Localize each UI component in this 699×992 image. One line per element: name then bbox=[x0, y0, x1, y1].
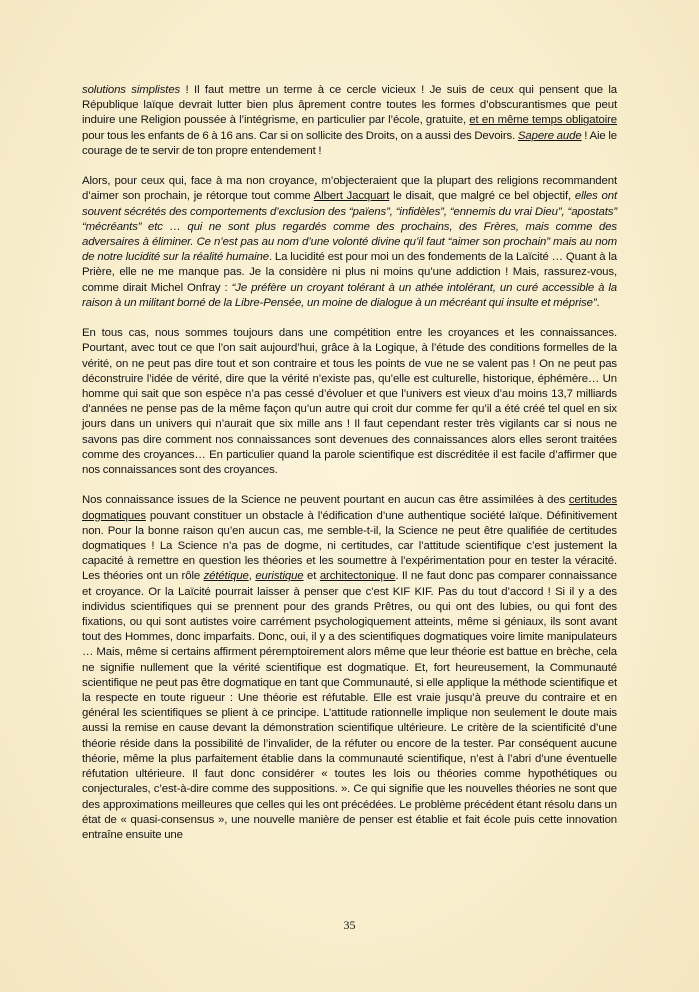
page-number: 35 bbox=[343, 918, 356, 932]
underlined-term: zététique bbox=[203, 570, 249, 583]
paragraph-obscurantism: solutions simplistes ! Il faut mettre un terme à ce cercle vicieux ! Je suis de ceux qui pensent que la République laïque devrait lutter bien plus âprement contre toutes les formes d’obscurantismes que peut induire une Religion poussée à l’intégrisme, en particulier par l’école, gratuite, et en même temps obligatoire pour tous les enfants de 6 à 16 ans. Car si on sollicite des Droits, on a aussi des Devoirs. Sapere aude ! Aie le courage de te servir de ton propre entendement ! bbox=[82, 84, 618, 157]
quoted-passage: elles ont souvent sécrétés des comportements d’exclusion des “païens”, “infidèles”, “ennemis du vrai Dieu”, “apostats” “mécréants” etc … qui ne sont plus regardés comme des prochains, des Frères, mais comme des adversaires à éliminer. Ce n’est pas au nom d’une volonté divine qu’il faut “aimer son prochain” mais au nom de notre lucidité sur la réalité humaine bbox=[82, 190, 617, 264]
body-text bbox=[82, 83, 617, 858]
paragraph-love-thy-neighbour: Alors, pour ceux qui, face à ma non croyance, m’objecteraient que la plupart des religions recommandent d’aimer son prochain, je rétorque tout comme Albert Jacquart le disait, que malgré ce bel objectif, elles ont souvent sécrétés des comportements d’exclusion des “païens”, “infidèles”, “ennemis du vrai Dieu”, “apostats” “mécréants” etc … qui ne sont plus regardés comme des prochains, des Frères, mais comme des adversaires à éliminer. Ce n’est pas au nom d’une volonté divine qu’il faut “aimer son prochain” mais au nom de notre lucidité sur la réalité humaine. La lucidité est pour moi un des fondements de la Laïcité … Quant à la Prière, elle ne me manque pas. Je la considère ni plus ni moins qu’une addiction ! Mais, rassurez-vous, comme dirait Michel Onfray : “Je préfère un croyant tolérant à un athée intolérant, un curé accessible à la raison à un militant borné de la Libre-Pensée, un moine de dialogue à un mécréant qui insulte et méprise”. bbox=[82, 175, 617, 309]
underlined-term: certitudes dogmatiques bbox=[82, 494, 617, 522]
author-name-link: Albert Jacquart bbox=[313, 190, 390, 203]
underlined-term: euristique bbox=[255, 570, 304, 583]
underlined-phrase: et en même temps obligatoire bbox=[469, 114, 618, 127]
paragraph-beliefs-knowledge: En tous cas, nous sommes toujours dans une compétition entre les croyances et les connaissances. Pourtant, avec tout ce que l’on sait aujourd’hui, grâce à la Logique, à l’étude des conditions formelles de la vérité, on ne peut pas dire tout et son contraire et tous les points de vue ne se valent pas ! On ne peut pas déconstruire l’idée de vérité, dire que la vérité n’existe pas, qu’elle est culturelle, historique, éphémère… Un homme qui sait que son espèce n’a pas cessé d’évoluer et que l’univers est vieux d’au moins 13,7 milliards d’années ne pense pas de la même façon qu’un autre qui croit dur comme fer qu’il a été créé tel quel en six jours dans un univers qui n’aurait que six mille ans ! Il faut cependant rester très vigilants car si nous ne savons pas dire comment nos connaissances sont devenues des connaissances alors elles seront traitées comme des croyances… En particulier quand la parole scientifique est discréditée il est facile d’affirmer que nos connaissances sont des croyances. bbox=[82, 327, 617, 477]
paragraph-science-dogma: Nos connaissance issues de la Science ne peuvent pourtant en aucun cas être assimilées à des certitudes dogmatiques pouvant constituer un obstacle à l’édification d’une authentique société laïque. Définitivement non. Pour la bonne raison qu’en aucun cas, me semble-t-il, la Science ne peut être qualifiée de certitudes dogmatiques ! La Science n’a pas de dogme, ni certitudes, car l’attitude scientifique c’est justement la capacité à remettre en question les théories et les soumettre à l’expérimentation pour en tester la véracité. Les théories ont un rôle zététique, euristique et architectonique. Il ne faut donc pas comparer connaissance et croyance. Or la Laïcité pourrait laisser à penser que c’est KIF KIF. Pas du tout d’accord ! Si il y a des individus scientifiques qui se prennent pour des grands Prêtres, ou qui ont des lubies, ou qui font des fixations, ou qui sont autistes voire carrément psychologiquement atteints, même si géniaux, ils sont avant tout des Hommes, donc imparfaits. Donc, oui, il y a des scientifiques dogmatiques voire limite manipulateurs … Mais, même si certains affirment péremptoirement alors même que leur théorie est battue en brèche, cela ne signifie nullement que la vérité scientifique est dogmatique. Et, fort heureusement, la Communauté scientifique ne peut pas être dogmatique en tant que Communauté, si elle applique la méthode scientifique et la respecte en toute rigueur : Une théorie est réfutable. Elle est vraie jusqu’à preuve du contraire et en général les scientifiques se plient à ce principe. L’attitude rationnelle implique non seulement le doute mais aussi la remise en cause devant la démonstration scientifique ultérieure. Le critère de la scientificité d’une théorie réside dans la possibilité de l’invalider, de la réfuter ou encore de la tester. Par conséquent aucune théorie, même la plus parfaitement établie dans la communauté scientifique, n’est à l’abri d’une éventuelle réfutation ultérieure. Il faut donc considérer « toutes les lois ou théories comme hypothétiques ou conjecturales, c’est-à-dire comme des suppositions. ». Ce qui signifie que les nouvelles théories ne sont que des approximations meilleures que celles qui les ont précédées. Le problème précédent étant résolu dans un état de « quasi-consensus », une nouvelle manière de penser est établie et fait école puis cette innovation entraîne ensuite une bbox=[82, 494, 617, 841]
italic-phrase: solutions simplistes bbox=[82, 84, 181, 96]
sapere-aude-phrase: Sapere aude bbox=[517, 129, 582, 142]
underlined-term: architectonique bbox=[319, 570, 396, 583]
onfray-quote: “Je préfère un croyant tolérant à un athée intolérant, un curé accessible à la raison à un militant borné de la Libre-Pensée, un moine de dialogue à un mécréant qui insulte et méprise” bbox=[82, 281, 617, 309]
